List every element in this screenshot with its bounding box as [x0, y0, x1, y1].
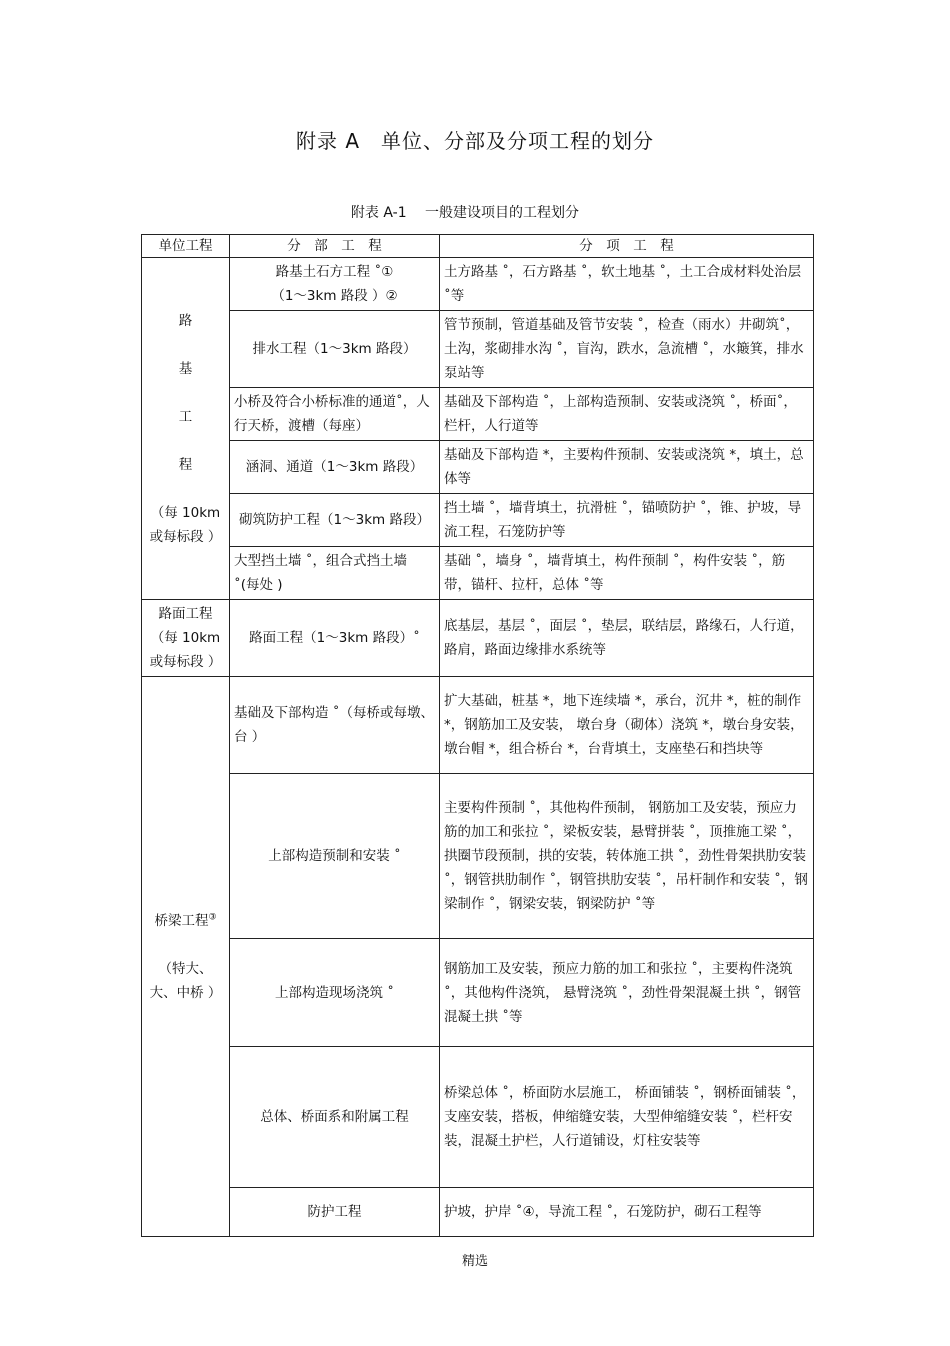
table-row — [142, 441, 814, 494]
unit-bridge: 桥梁工程③ （特大、大、中桥 ） — [142, 677, 230, 1237]
item-cell: 底基层，基层 ˚，面层 ˚，垫层，联结层，路缘石，人行道，路肩，路面边缘排水系统等 — [440, 600, 814, 677]
division-cell: 基础及下部构造 ˚（每桥或每墩、台 ） — [230, 677, 440, 774]
division-cell: 上部构造预制和安装 ˚ — [230, 774, 440, 939]
item-cell: 基础 ˚，墙身 ˚，墙背填土，构件预制 ˚，构件安装 ˚，筋带，锚杆、拉杆，总体 ˚等 — [440, 547, 814, 600]
table-row — [142, 258, 814, 311]
division-cell: 上部构造现场浇筑 ˚ — [230, 939, 440, 1047]
header-unit: 单位工程 — [142, 235, 230, 258]
table-row — [142, 388, 814, 441]
item-cell: 护坡，护岸 ˚④，导流工程 ˚，石笼防护，砌石工程等 — [440, 1188, 814, 1237]
division-cell: 防护工程 — [230, 1188, 440, 1237]
table-row — [142, 677, 814, 774]
header-division: 分 部 工 程 — [230, 235, 440, 258]
table-header-row — [142, 235, 814, 258]
division-cell: 小桥及符合小桥标准的通道˚，人行天桥，渡槽（每座） — [230, 388, 440, 441]
item-cell: 扩大基础，桩基 *，地下连续墙 *，承台，沉井 *，桩的制作 *，钢筋加工及安装， 墩台身（砌体）浇筑 *，墩台身安装，墩台帽 *，组合桥台 *，台背填土，支座垫石和挡块等 — [440, 677, 814, 774]
page-title: 附录 A 单位、分部及分项工程的划分 — [295, 129, 655, 153]
table-row — [142, 311, 814, 388]
division-cell: 砌筑防护工程（1～3km 路段） — [230, 494, 440, 547]
page-footer: 精选 — [461, 1254, 488, 1269]
unit-roadbed: 路 基 工 程 （每 10km 或每标段 ） — [142, 258, 230, 600]
unit-bridge-note: （特大、大、中桥 ） — [149, 960, 222, 1001]
table-row — [142, 600, 814, 677]
table-row — [142, 939, 814, 1047]
item-cell: 挡土墙 ˚，墙背填土，抗滑桩 ˚，锚喷防护 ˚，锥、护坡，导流工程，石笼防护等 — [440, 494, 814, 547]
item-cell: 土方路基 ˚，石方路基 ˚，软土地基 ˚，土工合成材料处治层 ˚等 — [440, 258, 814, 311]
table-row — [142, 774, 814, 939]
table-caption: 附表 A-1 一般建设项目的工程划分 — [350, 205, 580, 221]
table-row — [142, 547, 814, 600]
unit-pavement: 路面工程 （每 10km 或每标段 ） — [142, 600, 230, 677]
engineering-division-table — [141, 234, 814, 1237]
division-cell: 涵洞、通道（1～3km 路段） — [230, 441, 440, 494]
division-cell: 排水工程（1～3km 路段） — [230, 311, 440, 388]
division-cell: 大型挡土墙 ˚，组合式挡土墙 ˚(每处 ) — [230, 547, 440, 600]
unit-pavement-note: （每 10km 或每标段 ） — [149, 630, 222, 670]
unit-roadbed-note: （每 10km 或每标段 ） — [149, 504, 222, 545]
header-item: 分 项 工 程 — [440, 235, 814, 258]
division-cell: 路基土石方工程 ˚① （1～3km 路段 ）② — [230, 258, 440, 311]
item-cell: 桥梁总体 ˚，桥面防水层施工， 桥面铺装 ˚，钢桥面铺装 ˚，支座安装，搭板，伸缩缝安装，大型伸缩缝安装 ˚，栏杆安装，混凝土护栏，人行道铺设，灯柱安装等 — [440, 1047, 814, 1188]
item-cell: 基础及下部构造 *，主要构件预制、安装或浇筑 *，填土，总体等 — [440, 441, 814, 494]
item-cell: 管节预制，管道基础及管节安装 ˚，检查（雨水）井砌筑˚，土沟，浆砌排水沟 ˚，盲沟，跌水，急流槽 ˚，水簸箕，排水泵站等 — [440, 311, 814, 388]
table-row — [142, 1047, 814, 1188]
item-cell: 钢筋加工及安装，预应力筋的加工和张拉 ˚，主要构件浇筑 ˚，其他构件浇筑， 悬臂浇筑 ˚，劲性骨架混凝土拱 ˚，钢管混凝土拱 ˚等 — [440, 939, 814, 1047]
division-cell: 路面工程（1～3km 路段）˚ — [230, 600, 440, 677]
division-cell: 总体、桥面系和附属工程 — [230, 1047, 440, 1188]
item-cell: 基础及下部构造 ˚，上部构造预制、安装或浇筑 ˚，桥面˚，栏杆，人行道等 — [440, 388, 814, 441]
table-row — [142, 1188, 814, 1237]
item-cell: 主要构件预制 ˚，其他构件预制， 钢筋加工及安装，预应力筋的加工和张拉 ˚，梁板安装，悬臂拼装 ˚，顶推施工梁 ˚，拱圈节段预制，拱的安装，转体施工拱 ˚，劲性骨架拱肋安装 ˚，钢管拱肋制作 ˚，钢管拱肋安装 ˚，吊杆制作和安装 ˚，钢梁制作 ˚，钢梁安装，钢梁防护 ˚等 — [440, 774, 814, 939]
table-row — [142, 494, 814, 547]
